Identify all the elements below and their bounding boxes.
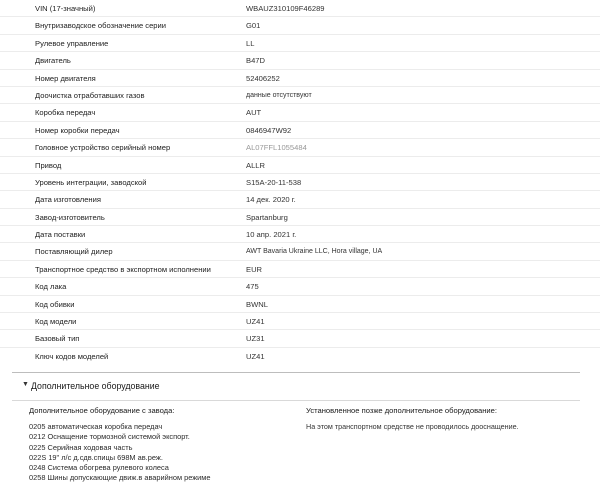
spec-label: Ключ кодов моделей — [35, 351, 109, 361]
spec-value: ALLR — [246, 160, 265, 170]
spec-value: BWNL — [246, 299, 268, 309]
spec-label: Завод-изготовитель — [35, 212, 105, 222]
list-item: 0225 Серийная ходовая часть — [29, 442, 133, 452]
spec-row-head-unit-serial — [0, 139, 600, 156]
spec-value: 52406252 — [246, 73, 280, 83]
section-title: Дополнительное оборудование — [31, 381, 160, 391]
spec-value: 10 апр. 2021 г. — [246, 230, 297, 240]
retrofit-equipment-title: Установленное позже дополнительное оборудование: — [306, 406, 498, 415]
spec-row-integration-level — [0, 174, 600, 191]
spec-label: Уровень интеграции, заводской — [35, 177, 147, 187]
retrofit-equipment-column — [306, 406, 576, 431]
spec-value: UZ41 — [246, 351, 265, 361]
spec-row-upholstery-code — [0, 296, 600, 313]
spec-label: VIN (17-значный) — [35, 4, 96, 13]
spec-row-transmission — [0, 104, 600, 121]
spec-row-vin — [0, 0, 600, 17]
spec-value: UZ41 — [246, 317, 265, 327]
spec-row-dealer — [0, 243, 600, 260]
spec-label: Коробка передач — [35, 108, 96, 118]
spec-value: WBAUZ310109F46289 — [246, 4, 325, 13]
spec-label: Внутризаводское обозначение серии — [35, 21, 167, 31]
spec-label: Код лака — [35, 282, 67, 292]
spec-label: Номер двигателя — [35, 73, 96, 83]
spec-value: AL07FFL1055484 — [246, 143, 307, 153]
spec-row-engine — [0, 52, 600, 69]
spec-row-production-date — [0, 191, 600, 208]
chevron-down-icon: ▼ — [22, 381, 29, 388]
spec-label: Двигатель — [35, 56, 71, 66]
spec-label: Доочистка отработавших газов — [35, 90, 145, 100]
spec-row-paint-code — [0, 278, 600, 295]
spec-row-delivery-date — [0, 226, 600, 243]
spec-value: EUR — [246, 264, 263, 274]
section-divider — [12, 400, 580, 401]
spec-label: Базовый тип — [35, 334, 80, 344]
spec-label: Код модели — [35, 317, 77, 327]
list-item: 0212 Оснащение тормозной системой экспорт. — [29, 432, 190, 442]
retrofit-note: На этом транспортном средстве не проводилось дооснащение. — [306, 422, 519, 431]
spec-value: S15A-20-11-538 — [246, 177, 302, 187]
spec-value: AWT Bavaria Ukraine LLC, Hora village, UA — [246, 248, 383, 256]
spec-label: Дата изготовления — [35, 195, 101, 205]
spec-row-series — [0, 17, 600, 34]
list-item: 0248 Система обогрева рулевого колеса — [29, 463, 169, 473]
spec-label: Привод — [35, 160, 62, 170]
spec-value: AUT — [246, 108, 262, 118]
spec-row-exhaust-treatment — [0, 87, 600, 104]
spec-value: B47D — [246, 56, 265, 66]
spec-row-model-key — [0, 348, 600, 365]
list-item: 0205 автоматическая коробка передач — [29, 422, 163, 431]
spec-row-engine-number — [0, 70, 600, 87]
spec-value: 14 дек. 2020 г. — [246, 195, 296, 205]
spec-label: Головное устройство серийный номер — [35, 143, 171, 153]
factory-equipment-title: Дополнительное оборудование с завода: — [29, 406, 175, 415]
spec-label: Рулевое управление — [35, 38, 109, 48]
list-item: 022S 19" л/с д.сдв.спицы 698M ав.реж. — [29, 452, 163, 462]
spec-row-steering — [0, 35, 600, 52]
factory-equipment-list — [29, 422, 294, 484]
spec-value: данные отсутствуют — [246, 91, 312, 99]
spec-label: Поставляющий дилер — [35, 247, 113, 257]
optional-equipment-toggle[interactable] — [0, 373, 600, 400]
spec-label: Дата поставки — [35, 230, 86, 240]
spec-label: Транспортное средство в экспортном исполнении — [35, 264, 211, 274]
spec-value: LL — [246, 38, 255, 48]
spec-value: 0846947W92 — [246, 125, 292, 135]
spec-row-model-code — [0, 313, 600, 330]
spec-value: G01 — [246, 21, 261, 31]
spec-row-plant — [0, 209, 600, 226]
spec-row-transmission-number — [0, 122, 600, 139]
spec-row-base-type — [0, 330, 600, 347]
spec-label: Код обивки — [35, 299, 75, 309]
spec-value: Spartanburg — [246, 212, 288, 222]
factory-equipment-column — [29, 406, 294, 484]
spec-label: Номер коробки передач — [35, 125, 120, 135]
spec-row-drive — [0, 157, 600, 174]
list-item: 0258 Шины допускающие движ.в аварийном режиме — [29, 473, 211, 483]
spec-row-export-version — [0, 261, 600, 278]
spec-value: 475 — [246, 282, 259, 292]
spec-value: UZ31 — [246, 334, 265, 344]
